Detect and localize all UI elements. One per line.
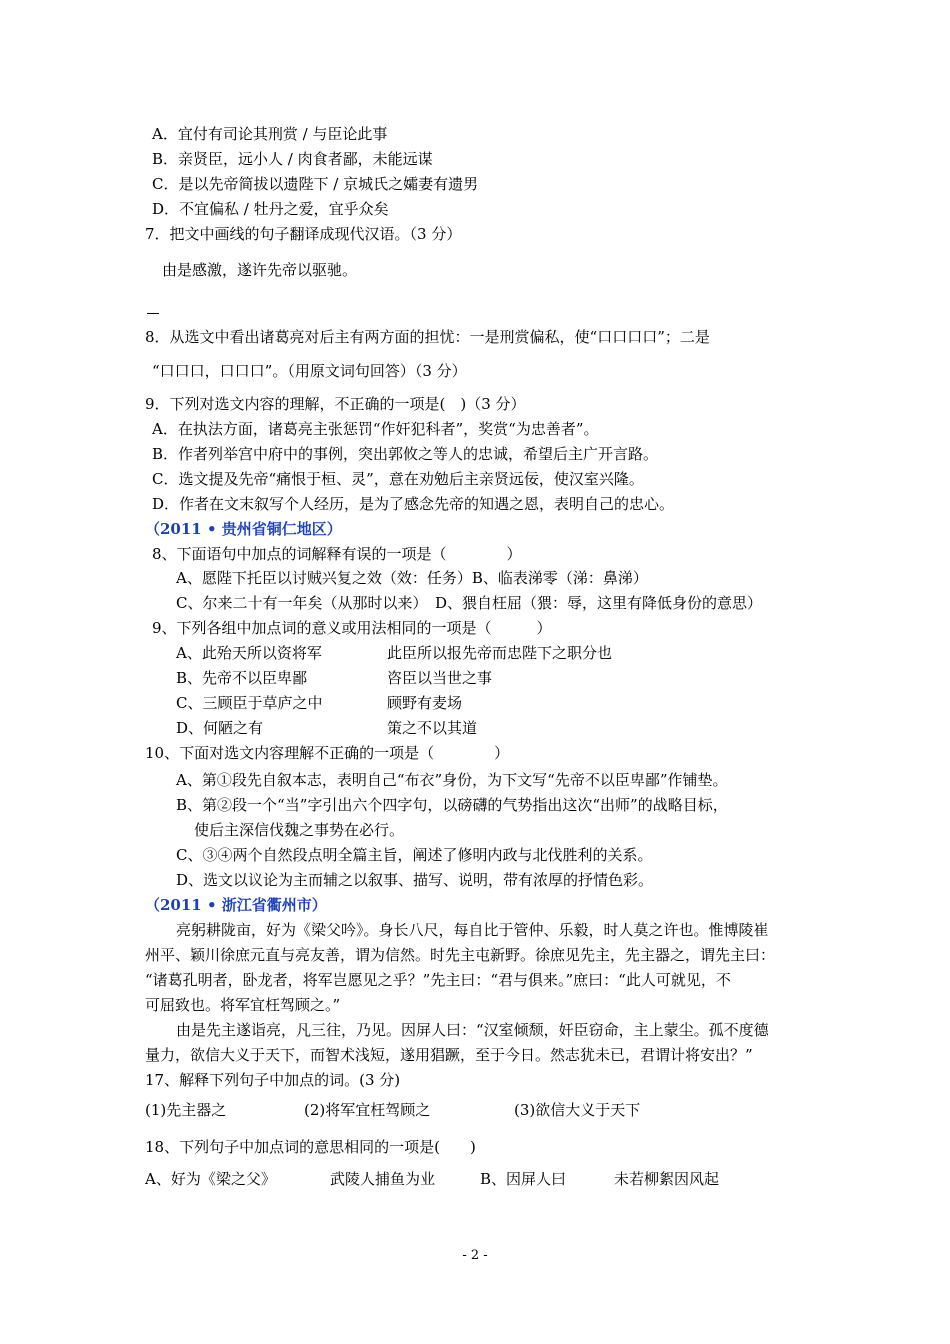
question-9: 9．下列对选文内容的理解，不正确的一项是( )（3 分）: [145, 395, 526, 413]
q18-b-left: B、因屏人曰: [480, 1170, 567, 1188]
section-heading-tongren: （2011 • 贵州省铜仁地区）: [145, 520, 342, 538]
option-a-q9: A．在执法方面，诸葛亮主张惩罚“作奸犯科者”，奖赏“为忠善者”。: [152, 420, 599, 438]
tongren-question-10: 10、下面对选文内容理解不正确的一项是（ ）: [145, 744, 510, 762]
passage-line-5: 由是先主遂诣亮，凡三往，乃见。因屏人曰：“汉室倾颓，奸臣窃命，主上蒙尘。孤不度德: [176, 1021, 769, 1039]
q17-item-1: (1)先主器之: [145, 1101, 227, 1119]
option-d-q9: D．作者在文末叙写个人经历，是为了感念先帝的知遇之恩，表明自己的忠心。: [152, 495, 675, 513]
option-b-q9: B．作者列举宫中府中的事例，突出郭攸之等人的忠诚，希望后主广开言路。: [152, 445, 659, 463]
tongren-q9-d-left: D、何陋之有: [176, 719, 264, 737]
question-8-cont: “口口口，口口口”。（用原文词句回答）（3 分）: [152, 362, 467, 380]
passage-line-1: 亮躬耕陇亩，好为《梁父吟》。身长八尺，每自比于管仲、乐毅，时人莫之许也。惟博陵崔: [176, 921, 769, 939]
tongren-question-8: 8、下面语句中加点的词解释有误的一项是（ ）: [152, 545, 522, 563]
tongren-q10-b-cont: 使后主深信伐魏之事势在必行。: [194, 821, 405, 839]
question-8: 8．从选文中看出诸葛亮对后主有两方面的担忧：一是刑赏偏私，使“口口口口”；二是: [145, 328, 710, 346]
tongren-q10-d: D、选文以议论为主而辅之以叙事、描写、说明，带有浓厚的抒情色彩。: [176, 871, 654, 889]
question-7: 7．把文中画线的句子翻译成现代汉语。（3 分）: [145, 225, 462, 243]
tongren-q9-a-right: 此臣所以报先帝而忠陛下之职分也: [387, 644, 613, 662]
tongren-q8-cd: C、尔来二十有一年矣（从那时以来） D、猥自枉屈（猥：辱，这里有降低身份的意思）: [176, 594, 763, 612]
option-c-q6: C．是以先帝简拔以遗陛下 / 京城氏之孀妻有遗男: [152, 175, 479, 193]
tongren-q9-b-right: 咨臣以当世之事: [387, 669, 493, 687]
tongren-q9-d-right: 策之不以其道: [387, 719, 478, 737]
option-c-q9: C．选文提及先帝“痛恨于桓、灵”，意在劝勉后主亲贤远佞，使汉室兴隆。: [152, 470, 644, 488]
tongren-q9-a-left: A、此殆天所以资将军: [176, 644, 322, 662]
option-d-q6: D．不宜偏私 / 牡丹之爱，宜乎众矣: [152, 200, 389, 218]
q18-a-right: 武陵人捕鱼为业: [330, 1170, 436, 1188]
q17-item-3: (3)欲信大义于天下: [514, 1101, 641, 1119]
passage-line-6: 量力，欲信大义于天下，而智术浅短，遂用猖蹶，至于今日。然志犹未已，君谓计将安出？”: [145, 1046, 753, 1064]
q17-item-2: (2)将军宜枉驾顾之: [304, 1101, 431, 1119]
page-number: - 2 -: [462, 1248, 488, 1263]
q18-a-left: A、好为《梁之父》: [145, 1170, 276, 1188]
tongren-q10-c: C、③④两个自然段点明全篇主旨，阐述了修明内政与北伐胜利的关系。: [176, 846, 653, 864]
tongren-q10-b: B、第②段一个“当”字引出六个四字句，以磅礴的气势指出这次“出师”的战略目标，: [176, 796, 728, 814]
tongren-question-9: 9、下列各组中加点词的意义或用法相同的一项是（ ）: [152, 619, 552, 637]
answer-line: [147, 313, 159, 314]
tongren-q9-c-left: C、三顾臣于草庐之中: [176, 694, 323, 712]
passage-line-4: 可屈致也。将军宜枉驾顾之。”: [145, 996, 341, 1014]
question-7-sentence: 由是感激，遂许先帝以驱驰。: [162, 261, 358, 279]
tongren-q9-b-left: B、先帝不以臣卑鄙: [176, 669, 308, 687]
passage-line-2: 州平、颖川徐庶元直与亮友善，谓为信然。时先主屯新野。徐庶见先主，先主器之，谓先主曰：: [145, 946, 776, 964]
q18-b-right: 未若柳絮因风起: [614, 1170, 720, 1188]
question-18: 18、下列句子中加点词的意思相同的一项是( ): [145, 1138, 476, 1156]
tongren-q9-c-right: 顾野有麦场: [387, 694, 463, 712]
tongren-q10-a: A、第①段先自叙本志，表明自己“布衣”身份，为下文写“先帝不以臣卑鄙”作铺垫。: [176, 771, 728, 789]
question-17: 17、解释下列句子中加点的词。(3 分): [145, 1071, 401, 1089]
option-a-q6: A．宜付有司论其刑赏 / 与臣论此事: [152, 125, 388, 143]
section-heading-quzhou: （2011 • 浙江省衢州市）: [145, 896, 327, 914]
tongren-q8-ab: A、愿陛下托臣以讨贼兴复之效（效：任务）B、临表涕零（涕：鼻涕）: [176, 569, 648, 587]
option-b-q6: B．亲贤臣，远小人 / 肉食者鄙，未能远谋: [152, 150, 433, 168]
passage-line-3: “诸葛孔明者，卧龙者，将军岂愿见之乎？”先主曰：“君与俱来。”庶曰：“此人可就见，不: [145, 971, 731, 989]
